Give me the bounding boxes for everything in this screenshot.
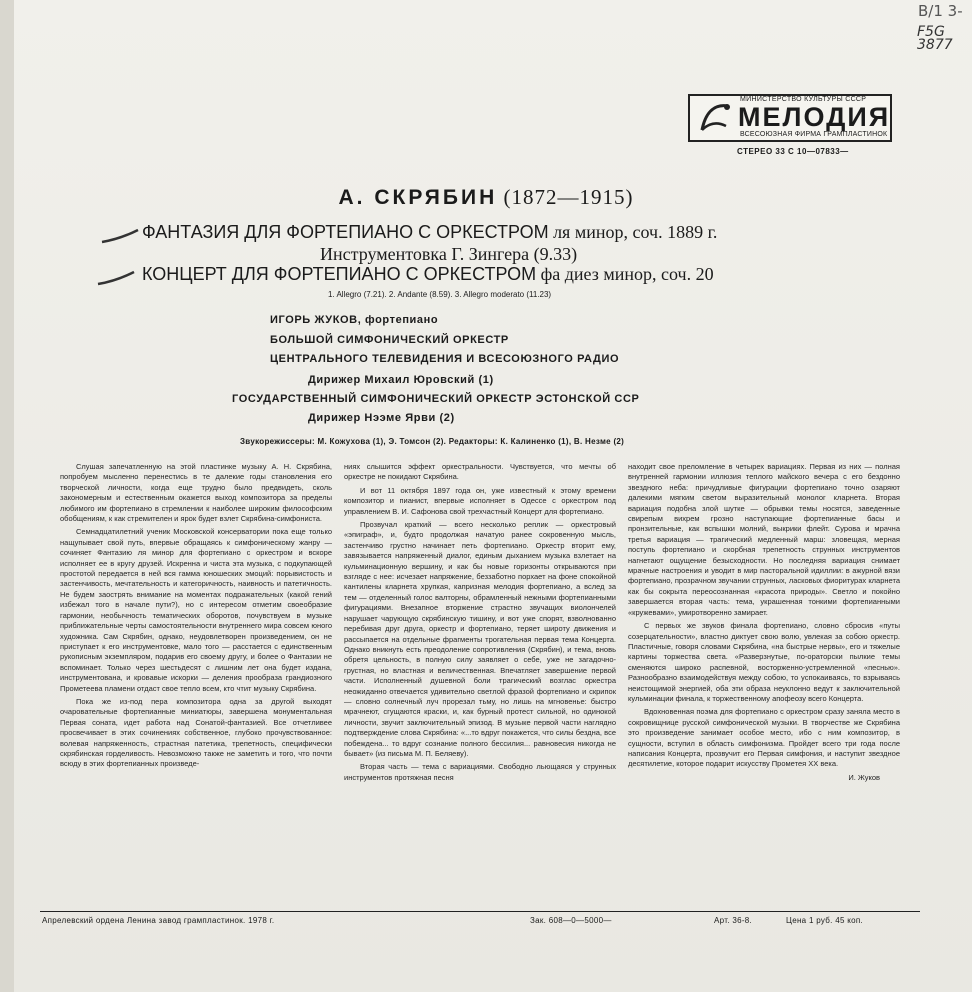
footer-divider	[40, 911, 920, 912]
conductor-2-credit: Дирижер Нээме Ярви (2)	[308, 412, 455, 424]
conductor-1-credit: Дирижер Михаил Юровский (1)	[308, 374, 494, 386]
work-2	[142, 264, 714, 285]
work-2-details: фа диез минор, соч. 20	[536, 264, 714, 284]
notes-paragraph: Вторая часть — тема с вариациями. Свободно льющаяся у струнных инструментов протяжная песня	[344, 762, 616, 782]
composer-name: А. СКРЯБИН	[338, 186, 498, 209]
melodiya-logo	[688, 94, 892, 142]
notes-paragraph: Семнадцатилетний ученик Московской консерватории пока еще только нащупывает свой путь, впервые обращаясь к симфоническому жанру — сочиняет Фантазию ля минор для фортепиано с оркестром и вскоре исполняет ее в кругу друзей. Искренна и чиста эта музыка, с подкупающей простотой передается в ней вся гамма юношеских эмоций: порывистость и застенчивость, мечтательность и категоричность, наивность и патетичность. Не будем заострять внимание на моментах подражательных (какой гений избежал того в начале пути?), но с интересом отметим своеобразие гармонии, необычность тематических оборотов, почувствуем в музыке приближательные черты самостоятельности внутреннего мира совсем юного художника. Сам Скрябин, однако, неудовлетворен произведением, он не приступает к его инструментовке, мало того — расстается с единственным рукописным экземпляром, подарив его своему другу, и более о Фантазии не вспоминает. Только через шестьдесят с лишним лет она будет издана, инструментована, и кровавые искорки — деления прообраза грандиозного Прометеева пламени отдаст свое тепло всем, кто чтит музыку Скрябина.	[60, 527, 332, 693]
footer-price: Цена 1 руб. 45 коп.	[786, 916, 864, 925]
work-1	[142, 222, 717, 243]
brand-name: МЕЛОДИЯ	[738, 102, 891, 132]
notes-paragraph: Прозвучал краткий — всего несколько реплик — оркестровый «эпиграф», и, будто продолжая начатую ранее сокровенную мысль, застенчиво грустно начинает петь фортепиано. Оркестр вторит ему, завязывается напряженный диалог, единым дыханием музыка взлетает на кульминационную вершину, и как бы новые горизонты открываются при взгляде с нее: исчезает напряжение, беззаботно порхает на фоне спокойной кантилены кларнета хрупкая, капризная мелодия фортепиано, а вслед за тем — отделенный голос валторны, обрамленный нежными фортепианными фигурациями. Внезапное вторжение страстно звучащих виолончелей нарушает чарующую скрябинскую тишину, и вот уже спорят, взволнованно перебивая друг друга, оркестр и фортепиано, теряет широту движения и рассыпается на отдельные фрагменты трогательная первая тема Концерта. Однако вникнуть есть преодоление сопротивления (Скрябин), и тема, вновь обретя цельность, в полную силу заявляет о себе, уже не загадочно-грустная, но властная и величественная. Впечатляет завершение первой части. Исполненный душевной боли трагический возглас оркестра неожиданно отвечается удивительно светлой фразой фортепиано и скрипок — словно солнечный луч прорезал тьму, но лишь на мгновенье: быстро мрачнеют, сгущаются краски, и, как бурный протест сильной, но одинокой личности, звучит заключительный эпизод. В музыке первой части наглядно подтверждение слова Скрябина: «...то вдруг покажется, что силы бездна, все побеждена... то вдруг сознание полного бессилия... равновесия никогда не бывает» (из письма М. П. Беляеву).	[344, 520, 616, 758]
composer-heading	[0, 185, 972, 210]
notes-paragraph: С первых же звуков финала фортепиано, словно сбросив «путы созерцательности», властно диктует свою волю, увлекая за собою оркестр. Пластичные, говоря словами Скрябина, «на быстрые нервы», его и тяжелые картины торжества света. «Разверзнутые, по-ораторски пылкие темы сменяются широко распевной, восторженно-устремленной «песнью». Разнообразно взаимодействуя между собою, то успокаиваясь, то взрываясь неистощимой энергией, оба эти образа неуклонно ведут к заключительной кульминации финала, к торжественному апофеозу всего Концерта.	[628, 621, 900, 703]
notes-column-1	[60, 462, 332, 773]
orchestra-1-line-b: ЦЕНТРАЛЬНОГО ТЕЛЕВИДЕНИЯ И ВСЕСОЮЗНОГО РАДИО	[270, 353, 620, 365]
notes-column-2	[344, 462, 616, 786]
work-2-title: КОНЦЕРТ ДЛЯ ФОРТЕПИАНО С ОРКЕСТРОМ	[142, 264, 537, 284]
ministry-text: МИНИСТЕРСТВО КУЛЬТУРЫ СССР	[740, 96, 867, 103]
notes-paragraph: находит свое преломление в четырех вариациях. Первая из них — полная внутренней гармонии иллюзия теплого майского вечера с его бездонно звездного неба: причудливые фигурации фортепиано точно озаряют далекими мягким светом выразительный монолог кларнета. Вторая вариация подобна злой шутке — обрывки темы носятся, заведенные свирепым вихрем грозно наступающие фортепианные басы и пронзительные, как вспышки молний, выкрики флейт. Сурова и мрачна третья вариация — трагический медленный марш: зловещая, мерная поступь фортепиано и скорбная трепетность струнных инструментов нагнетают ощущение безысходности. Но последняя вариация снимает мрачные настроения и уводит в мир пасторальной идиллии: в ажурной вязи фортепиано, прозрачном звучании струнных, ласковых фиоритурах кларнета как бы сокрыта переосознанная «красота природы». Светло и покойно завершается вторая часть: тема, украшенная тонкими фортепианными «кружевами», умиротворенно замирает.	[628, 462, 900, 617]
firm-text: ВСЕСОЮЗНАЯ ФИРМА ГРАМПЛАСТИНОК	[740, 131, 888, 138]
movements-list: 1. Allegro (7.21). 2. Andante (8.59). 3. Allegro moderato (11.23)	[328, 290, 552, 299]
work-1-title: ФАНТАЗИЯ ДЛЯ ФОРТЕПИАНО С ОРКЕСТРОМ	[142, 222, 549, 242]
composer-years: (1872—1915)	[503, 185, 634, 209]
soloist-credit: ИГОРЬ ЖУКОВ, фортепиано	[270, 314, 439, 326]
notes-column-3	[628, 462, 900, 786]
handwritten-mark: В/1 3-	[918, 2, 963, 20]
work-1-orchestration	[320, 244, 577, 265]
catalog-number: СТЕРЕО 33 С 10—07833—	[737, 147, 849, 156]
orchestration-text: Инструментовка Г. Зингера (9.33)	[320, 244, 578, 264]
inventory-stamp: F5G 3877	[917, 24, 953, 53]
notes-paragraph: Слушая запечатленную на этой пластинке музыку А. Н. Скрябина, попробуем мысленно перенестись в те далекие годы становления его творческой личности, когда еще трудно было предвидеть, сколь закономерным и естественным окажется выход композитора за пределы любимого им фортепиано в стремлении к наиболее широким философским обобщениям, к как стремителен и ярок будет взлет Скрябина-симфониста.	[60, 462, 332, 524]
notes-paragraph: Вдохновенная поэма для фортепиано с оркестром сразу заняла место в сокровищнице русской симфонической музыки. В творчестве же Скрябина это произведение занимает особое место, ибо с ним композитор, в сущности, вступил в область симфонизма. Пройдет всего три года после написания Концерта, прозвучит его Первая симфония, и наступит звездное десятилетие, которое подарит искусству Прометея XX века.	[628, 707, 900, 769]
pencil-tick-icon	[96, 270, 136, 288]
sleeve-edge	[0, 0, 14, 992]
notes-paragraph: Пока же из-под пера композитора одна за другой выходят очаровательные фортепианные миниатюры, завершена монументальная Первая соната, идет работа над Сонатой-фантазией. Все отчетливее просвечивает в этих сочинениях собственное, глубоко прочувствованное: волевая напряженность, страстная патетика, трепетность, специфически скрябинская горделивость. Невозможно также не заметить и того, что почти всюду в этих фортепианных произведе-	[60, 696, 332, 769]
notes-signature: И. Жуков	[848, 772, 880, 782]
work-1-details: ля минор, соч. 1889 г.	[548, 222, 718, 242]
notes-paragraph: ниях слышится эффект оркестральности. Чувствуется, что мечты об оркестре не покидают Скрябина.	[344, 462, 616, 482]
footer-plant: Апрелевский ордена Ленина завод грампластинок. 1978 г.	[42, 916, 275, 925]
pencil-tick-icon	[100, 228, 140, 246]
melodiya-emblem-icon	[696, 100, 734, 136]
notes-paragraph: И вот 11 октября 1897 года он, уже известный к этому времени композитор и пианист, впервые исполняет в Одессе с оркестром под управлением В. И. Сафонова свой трехчастный Концерт для фортепиано.	[344, 485, 616, 516]
orchestra-1-line-a: БОЛЬШОЙ СИМФОНИЧЕСКИЙ ОРКЕСТР	[270, 334, 509, 346]
footer-article: Арт. 36-8.	[714, 916, 753, 925]
engineers-credit: Звукорежиссеры: М. Кожухова (1), Э. Томсон (2). Редакторы: К. Калиненко (1), В. Незме (2)	[240, 437, 625, 446]
orchestra-2-credit: ГОСУДАРСТВЕННЫЙ СИМФОНИЧЕСКИЙ ОРКЕСТР ЭСТОНСКОЙ ССР	[232, 393, 640, 405]
footer-order: Зак. 608—0—5000—	[530, 916, 612, 925]
